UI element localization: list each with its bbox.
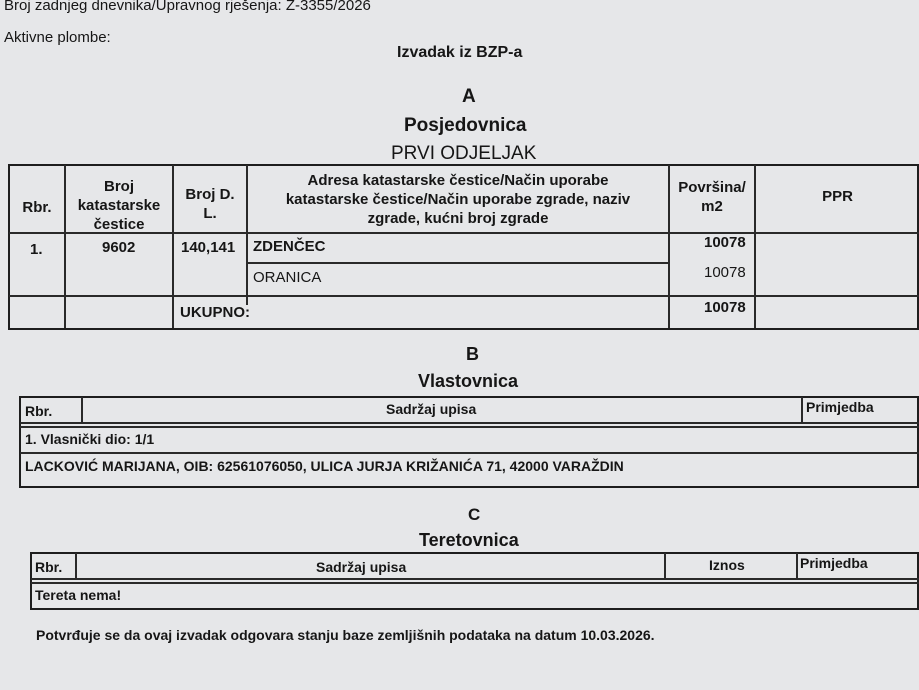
col-rbr-header: Rbr. [22,199,52,216]
row1-rbr: 1. [30,241,43,258]
row1-address: ZDENČEC [253,238,326,255]
col-address-header-line1: Adresa katastarske čestice/Način uporabe [307,172,609,189]
row1-parcel: 9602 [102,239,136,256]
section-a-title: Posjedovnica [404,115,527,136]
col-address-header-line2: katastarske čestice/Način uporabe zgrade, naziv [285,191,631,208]
col-area-header-line1: Površina/ [678,179,746,196]
section-b-title: Vlastovnica [418,371,519,391]
col-ppr-header: PPR [822,188,853,205]
total-value: 10078 [704,299,746,316]
vlast-col-content: Sadržaj upisa [386,401,477,417]
document-title: Izvadak iz BZP-a [397,44,523,61]
no-encumbrances: Tereta nema! [35,587,122,603]
row2-address: ORANICA [253,269,322,286]
col-parcel-header-line1: Broj [104,178,134,195]
section-b-letter: B [466,344,479,364]
col-area-header-line2: m2 [701,198,723,215]
vlast-col-note: Primjedba [806,399,874,415]
col-parcel-header-line3: čestice [93,216,145,233]
section-a-letter: A [462,86,476,107]
col-parcel-header-line2: katastarske [77,197,161,214]
active-seals-label: Aktivne plombe: [4,29,111,46]
teret-col-content: Sadržaj upisa [316,559,407,575]
ownership-share: 1. Vlasnički dio: 1/1 [25,431,155,447]
col-dl-header-line2: L. [203,205,217,222]
confirmation-statement: Potvrđuje se da ovaj izvadak odgovara stanju baze zemljišnih podataka na datum 10.03.2026. [36,627,655,643]
total-label: UKUPNO: [180,304,250,321]
record-number-line: Broj zadnjeg dnevnika/Upravnog rješenja: Z-3355/2026 [4,0,371,14]
section-a-subtitle: PRVI ODJELJAK [391,143,537,164]
vlast-col-rbr: Rbr. [25,403,53,419]
section-c-title: Teretovnica [419,530,519,550]
col-dl-header-line1: Broj D. [185,186,235,203]
teret-col-note: Primjedba [800,555,868,571]
row1-area: 10078 [704,234,746,251]
section-c-letter: C [468,505,481,524]
col-address-header-line3: zgrade, kućni broj zgrade [367,210,549,227]
teret-col-amount: Iznos [709,557,745,573]
row2-area: 10078 [704,264,746,281]
row1-dl: 140,141 [181,239,236,256]
owner-details: LACKOVIĆ MARIJANA, OIB: 62561076050, ULICA JURJA KRIŽANIĆA 71, 42000 VARAŽDIN [25,458,624,474]
teret-col-rbr: Rbr. [35,559,63,575]
